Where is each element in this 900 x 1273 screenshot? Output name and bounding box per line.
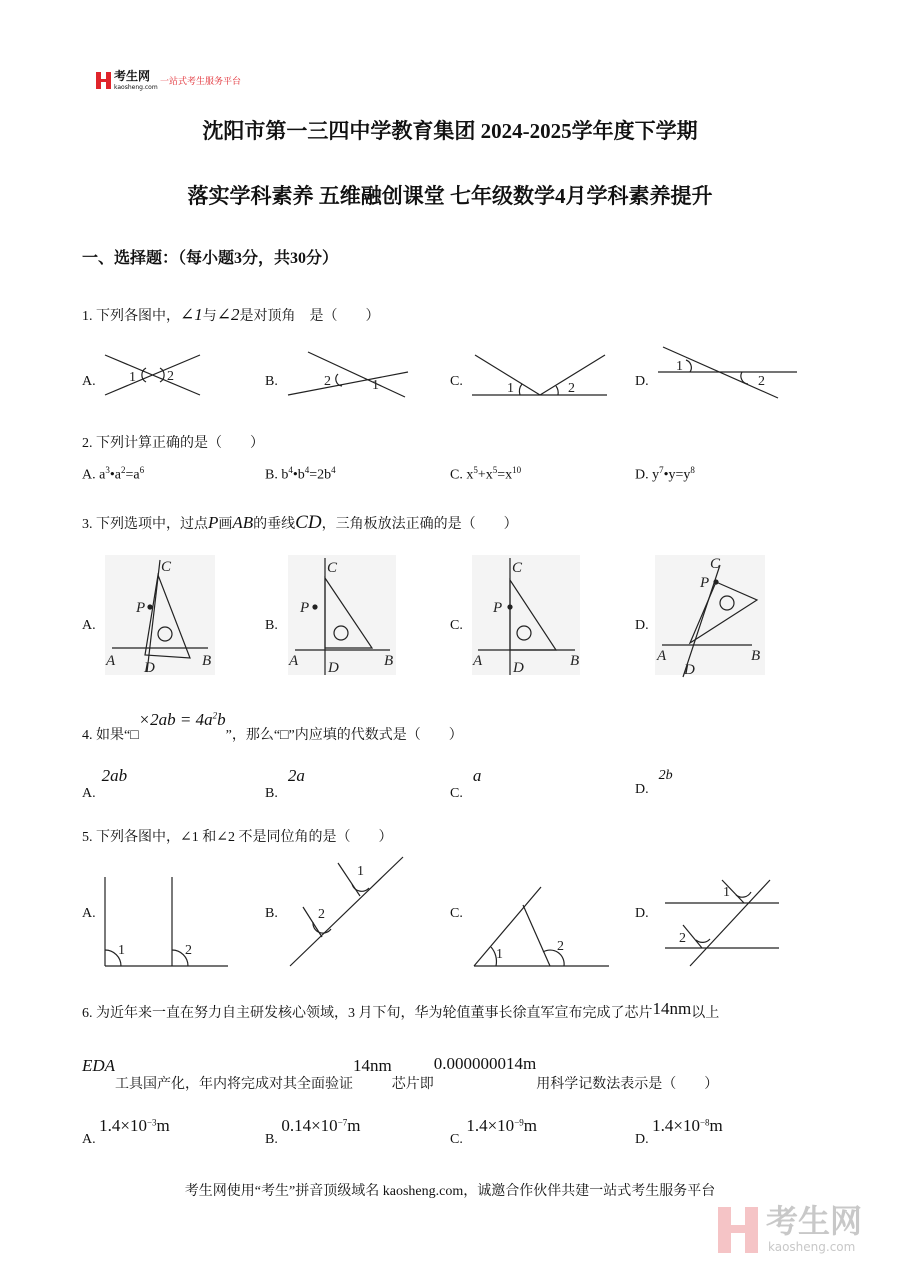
q5-figure-c xyxy=(474,887,609,966)
section-heading: 一、选择题：（每小题3分，共30分） xyxy=(82,250,339,267)
q3-option-a[interactable]: A. xyxy=(82,618,96,633)
svg-text:1: 1 xyxy=(118,943,125,958)
q5-figure-a xyxy=(105,877,228,966)
svg-text:1: 1 xyxy=(723,885,730,900)
q2-stem: 2. 下列计算正确的是（ ） xyxy=(82,436,264,451)
q1-stem: 1. 下列各图中，∠1与∠2是对顶角 是（ ） xyxy=(82,305,380,324)
svg-text:2: 2 xyxy=(167,369,174,384)
watermark-domain: kaosheng.com xyxy=(768,1240,856,1254)
svg-text:A: A xyxy=(106,653,116,669)
q6-option-a[interactable]: A. $1.4\times 10^{-3}m$ xyxy=(82,1116,170,1147)
svg-text:A: A xyxy=(657,648,667,664)
title-line-1: 沈阳市第一三四中学教育集团 2024-2025学年度下学期 xyxy=(202,119,698,143)
svg-text:1: 1 xyxy=(676,359,683,374)
svg-text:1: 1 xyxy=(507,381,514,396)
svg-text:D: D xyxy=(513,660,524,676)
q1-option-a[interactable]: A. xyxy=(82,374,96,389)
svg-text:1: 1 xyxy=(357,864,364,879)
q4-option-a[interactable]: A.2ab xyxy=(82,766,128,801)
svg-text:A: A xyxy=(289,653,299,669)
q6-option-b[interactable]: B. $0.14\times 10^{-7}m$ xyxy=(265,1116,361,1147)
svg-text:P: P xyxy=(493,600,503,616)
q6-option-d[interactable]: D. $1.4\times 10^{-8}m$ xyxy=(635,1116,723,1147)
watermark-text: 考生网 xyxy=(766,1202,863,1240)
q5-option-b[interactable]: B. xyxy=(265,906,278,921)
q5-figure-b xyxy=(290,857,403,966)
q2-option-a[interactable]: A. $a^3•a^2=a^6$ xyxy=(82,465,145,483)
q4-stem: 4. 如果“□×2ab = $4a^2b$”，那么“□”内应填的代数式是（ ） xyxy=(82,710,463,743)
svg-text:C: C xyxy=(161,559,172,575)
svg-text:P: P xyxy=(700,575,710,591)
svg-text:2: 2 xyxy=(318,907,325,922)
q2-option-c[interactable]: C. $x^5+x^5=x^{10}$ xyxy=(450,465,522,483)
svg-text:2: 2 xyxy=(185,943,192,958)
svg-text:B: B xyxy=(570,653,580,669)
q1-option-b[interactable]: B. xyxy=(265,374,278,389)
q6-option-c[interactable]: C. $1.4\times 10^{-9}m$ xyxy=(450,1116,537,1147)
svg-text:P: P xyxy=(300,600,310,616)
logo-slogan: 一站式考生服务平台 xyxy=(160,77,242,87)
svg-text:2: 2 xyxy=(758,374,765,389)
q6-line-1: 6. 为近年来一直在努力自主研发核心领域，3 月下旬，华为轮值董事长徐直军宣布完成了芯片14nm以上 xyxy=(82,999,720,1021)
svg-text:C: C xyxy=(710,556,721,572)
logo-domain: kaosheng.com xyxy=(114,84,158,91)
q4-option-c[interactable]: C.a xyxy=(450,766,482,801)
svg-text:D: D xyxy=(328,660,339,676)
q2-option-b[interactable]: B. $b^4•b^4=2b^4$ xyxy=(265,465,336,483)
q3-stem: 3. 下列选项中，过点P画AB的垂线CD，三角板放法正确的是（ ） xyxy=(82,512,518,533)
q5-stem: 5. 下列各图中，∠1 和∠2 不是同位角的是（ ） xyxy=(82,830,393,845)
q4-option-b[interactable]: B.2a xyxy=(265,766,305,801)
q5-option-d[interactable]: D. xyxy=(635,906,649,921)
logo-text: 考生网 xyxy=(114,69,151,83)
svg-text:C: C xyxy=(327,560,338,576)
q4-expression: $\times 2ab = 4a^2b$ xyxy=(138,710,226,729)
svg-text:2: 2 xyxy=(557,939,564,954)
q6-line-2: EDA工具国产化，年内将完成对其全面验证14nm芯片即0.000000014m用科学记数法表示是（ ） xyxy=(82,1054,719,1092)
q3-option-c[interactable]: C. xyxy=(450,618,463,633)
svg-text:D: D xyxy=(684,662,695,678)
q3-option-d[interactable]: D. xyxy=(635,618,649,633)
svg-text:P: P xyxy=(136,600,146,616)
svg-text:2: 2 xyxy=(679,931,686,946)
watermark-icon xyxy=(718,1207,758,1253)
q3-option-b[interactable]: B. xyxy=(265,618,278,633)
svg-text:B: B xyxy=(384,653,394,669)
q5-figure-d xyxy=(665,880,779,966)
q1-option-c[interactable]: C. xyxy=(450,374,463,389)
svg-text:2: 2 xyxy=(568,381,575,396)
q2-option-d[interactable]: D. $y^7•y=y^8$ xyxy=(635,465,695,483)
svg-text:1: 1 xyxy=(496,947,503,962)
footer-text: 考生网使用“考生”拼音顶级域名 kaosheng.com，诚邀合作伙伴共建一站式考生服务平台 xyxy=(184,1184,716,1199)
title-line-2: 落实学科素养 五维融创课堂 七年级数学4月学科素养提升 xyxy=(187,184,713,208)
svg-text:1: 1 xyxy=(129,370,136,385)
svg-text:D: D xyxy=(144,660,155,676)
svg-text:C: C xyxy=(512,560,523,576)
q5-option-a[interactable]: A. xyxy=(82,906,96,921)
q5-option-c[interactable]: C. xyxy=(450,906,463,921)
q1-option-d[interactable]: D. xyxy=(635,374,649,389)
svg-text:2: 2 xyxy=(324,374,331,389)
svg-text:B: B xyxy=(751,648,761,664)
svg-text:B: B xyxy=(202,653,212,669)
svg-text:A: A xyxy=(473,653,483,669)
q4-option-d[interactable]: D.2b xyxy=(635,768,673,797)
svg-text:1: 1 xyxy=(372,378,379,393)
